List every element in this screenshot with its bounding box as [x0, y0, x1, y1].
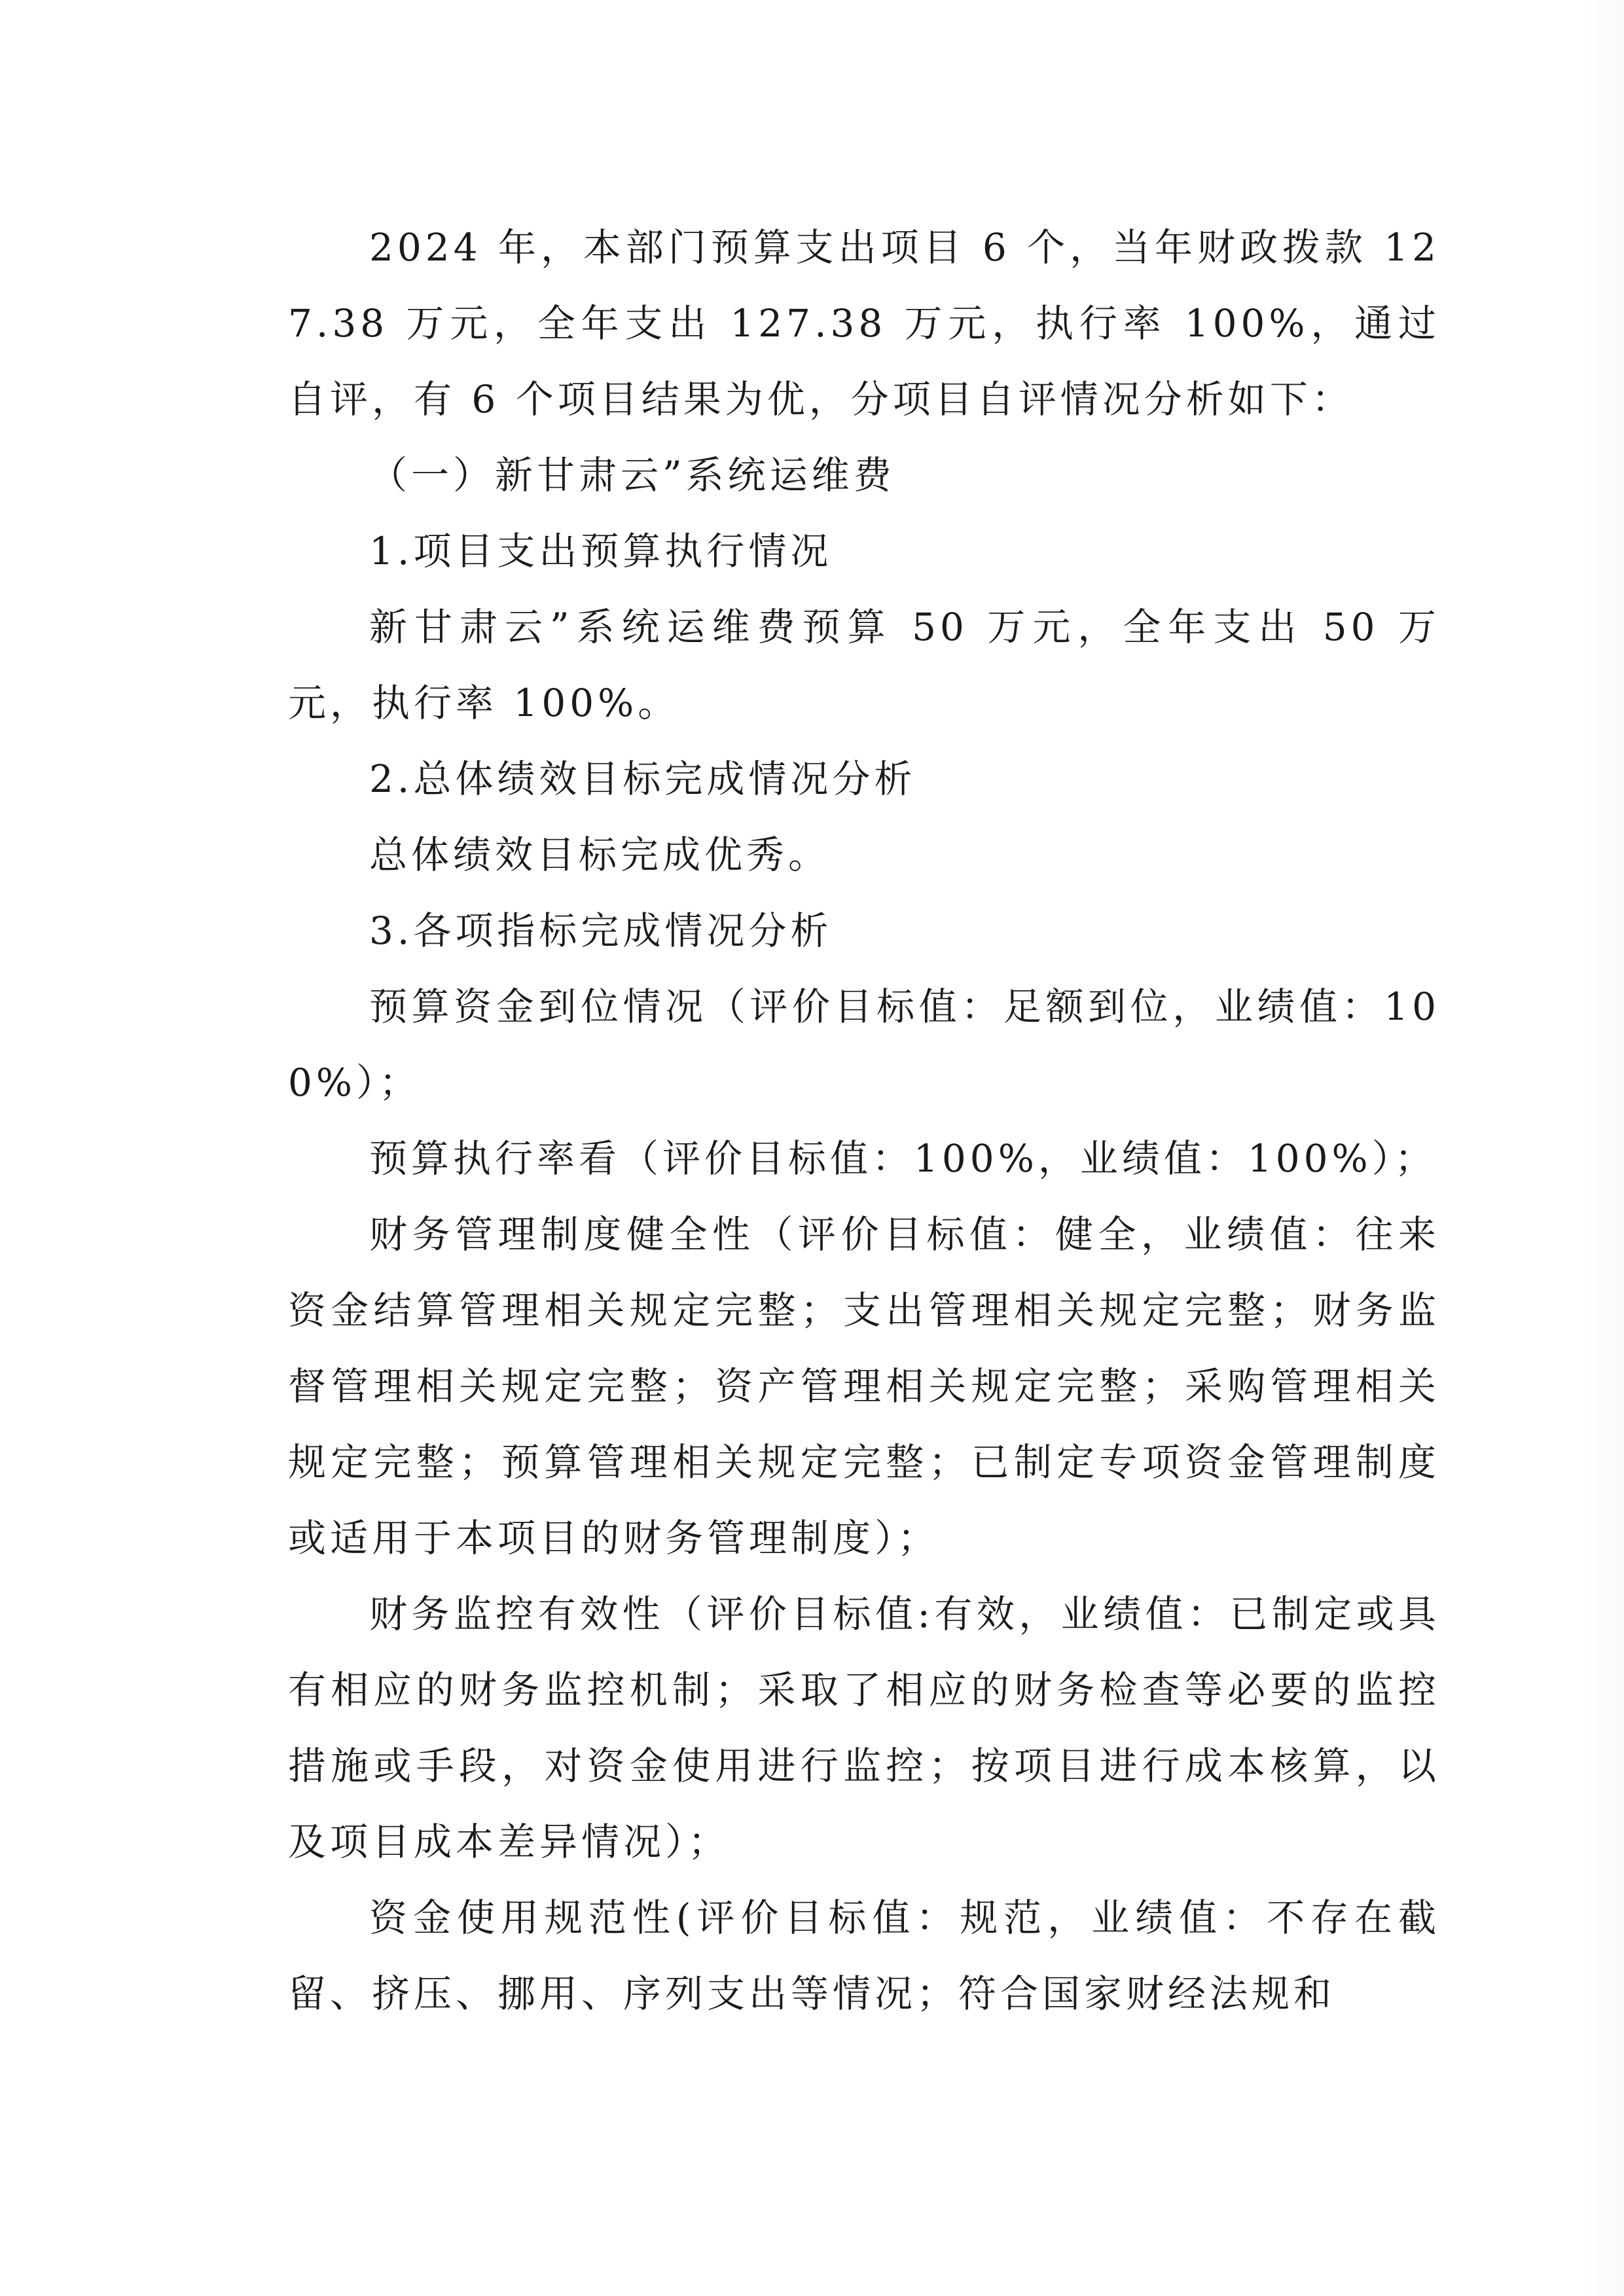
subsection-heading-3: 3.各项指标完成情况分析	[369, 908, 833, 953]
subsection-heading-2: 2.总体绩效目标完成情况分析	[369, 757, 916, 801]
scan-edge-shading	[1585, 0, 1624, 2296]
overall-goal-paragraph: 总体绩效目标完成优秀。	[369, 833, 831, 877]
indicator-financial-monitoring: 财务监控有效性（评价目标值:有效，业绩值：已制定或具有相应的财务监控机制；采取了相应的财务检查等必要的监控措施或手段，对资金使用进行监控；按项目进行成本核算，以及项目成本差异情况）；	[288, 1592, 1440, 1864]
document-body	[288, 209, 1440, 2032]
section-heading: （一）新甘肃云”系统运维费	[369, 453, 895, 497]
indicator-financial-system: 财务管理制度健全性（评价目标值：健全，业绩值：往来资金结算管理相关规定完整；支出管理相关规定完整；财务监督管理相关规定完整；资产管理相关规定完整；采购管理相关规定完整；预算管理相关规定完整；已制定专项资金管理制度或适用于本项目的财务管理制度）；	[288, 1212, 1440, 1560]
subsection-heading-1: 1.项目支出预算执行情况	[369, 529, 833, 573]
indicator-execution-rate: 预算执行率看（评价目标值：100%，业绩值：100%）；	[369, 1136, 1437, 1181]
budget-execution-paragraph: 新甘肃云”系统运维费预算 50 万元，全年支出 50 万元，执行率 100%。	[288, 605, 1440, 725]
indicator-fund-usage: 资金使用规范性(评价目标值：规范，业绩值：不存在截留、挤压、挪用、序列支出等情况；符合国家财经法规和	[288, 1895, 1440, 2016]
intro-paragraph: 2024 年，本部门预算支出项目 6 个，当年财政拨款 127.38 万元，全年支出 127.38 万元，执行率 100%，通过自评，有 6 个项目结果为优，分项目自评情况分析如下：	[288, 225, 1440, 422]
indicator-funds-in-place: 预算资金到位情况（评价目标值：足额到位，业绩值：100%）；	[288, 984, 1440, 1105]
